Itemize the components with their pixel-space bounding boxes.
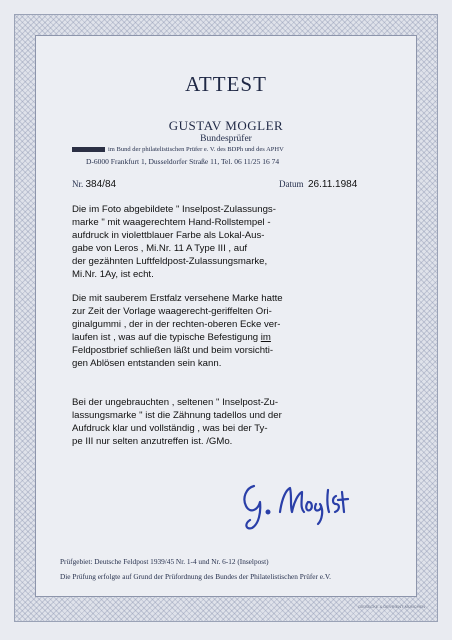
text-line: aufdruck in violettblauer Farbe als Lokal-Aus-: [72, 230, 265, 241]
text-line: ginalgummi , der in der rechten-oberen Ecke ver-: [72, 319, 281, 330]
text-line: gen Ablösen entstanden sein kann.: [72, 358, 222, 369]
number-label: Nr.: [72, 179, 84, 189]
text-line: Die im Foto abgebildete " Inselpost-Zulassungs-: [72, 204, 276, 215]
text-line: lassungsmarke " ist die Zähnung tadellos und der: [72, 410, 282, 421]
text-line: der gezähnten Luftfeldpost-Zulassungsmarke,: [72, 256, 268, 267]
paragraph-condition: [72, 292, 392, 370]
text-line: [72, 331, 392, 344]
date-label: Datum: [279, 179, 304, 189]
date-value: 26.11.1984: [308, 179, 358, 190]
examiner-name: GUSTAV MOGLER: [168, 118, 284, 133]
text-segment: laufen ist , was auf die typische Befestigung: [72, 332, 259, 343]
handwritten-signature: [232, 472, 352, 532]
text-line: Bei der ungebrauchten , seltenen " Inselpost-Zu-: [72, 397, 279, 408]
paragraph-quality: [72, 396, 392, 448]
printer-mark: GIESECKE & DEVRIENT MÜNCHEN: [358, 604, 426, 609]
association-line: [72, 146, 412, 153]
text-line: Aufdruck klar und vollständig , was bei der Ty-: [72, 423, 268, 434]
text-line: Mi.Nr. 1Ay, ist echt.: [72, 269, 154, 280]
footer-exam-area: Prüfgebiet: Deutsche Feldpost 1939/45 Nr. 1-4 und Nr. 6-12 (Inselpost): [60, 557, 269, 566]
redaction-bar: [72, 147, 105, 152]
text-line: zur Zeit der Vorlage waagerecht-geriffelten Ori-: [72, 306, 272, 317]
address-line: D-6000 Frankfurt 1, Dusseldorfer Straße 11, Tel. 06 11/25 16 74: [86, 157, 280, 166]
certificate-date: [279, 179, 357, 190]
text-line: marke " mit waagerechtem Hand-Rollstempel -: [72, 217, 271, 228]
text-line: Feldpostbrief schließen läßt und beim vorsichti-: [72, 345, 274, 356]
paragraph-authenticity: [72, 203, 392, 281]
footer-regulation: Die Prüfung erfolgte auf Grund der Prüfordnung des Bundes der Philatelistischen Prüfer e.V.: [60, 572, 332, 581]
text-line: Die mit sauberem Erstfalz versehene Marke hatte: [72, 293, 283, 304]
text-line: pe III nur selten anzutreffen ist. /GMo.: [72, 436, 233, 447]
certificate-title: ATTEST: [185, 72, 267, 96]
examiner-role: Bundesprüfer: [200, 134, 252, 144]
text-line: gabe von Leros , Mi.Nr. 11 A Type III , auf: [72, 243, 248, 254]
underlined-word: im: [260, 332, 271, 343]
association-text: im Bund der philatelistischen Prüfer e. V. des BDPh und des APHV: [108, 146, 284, 153]
certificate-number: [72, 179, 116, 190]
number-value: 384/84: [85, 179, 117, 190]
